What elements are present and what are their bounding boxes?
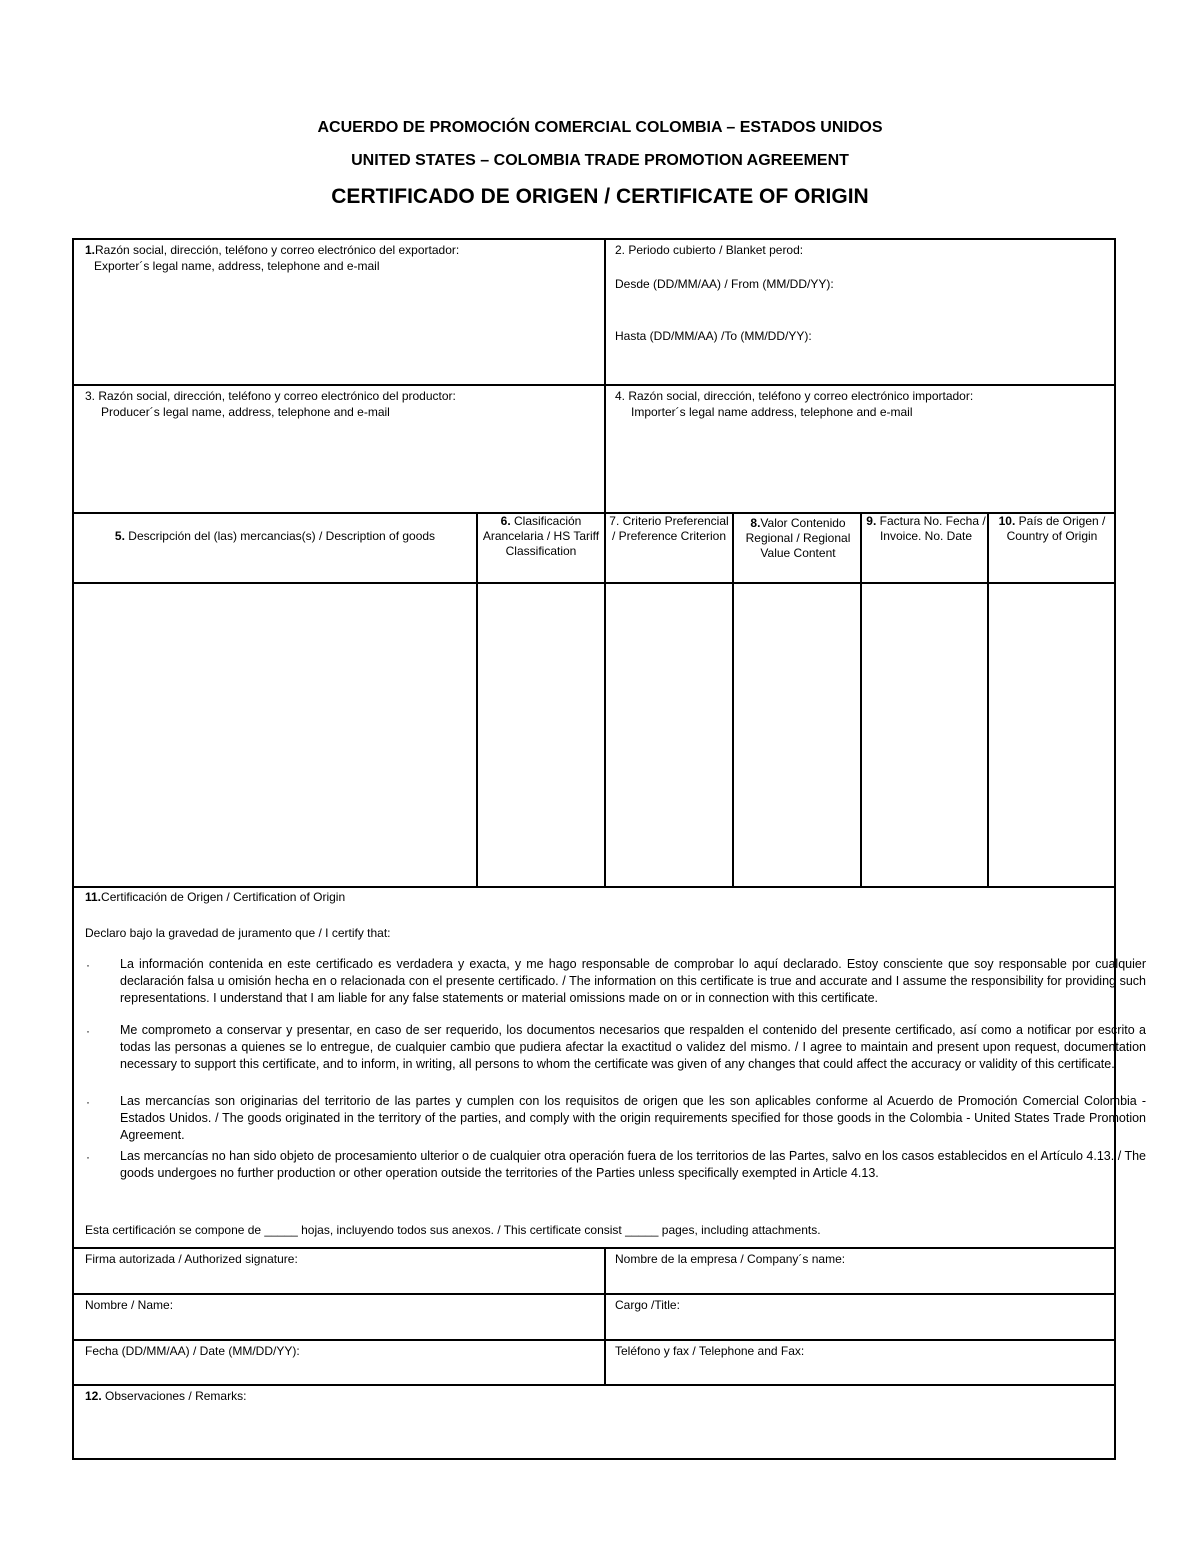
bullet-3: · [86,1095,90,1109]
divider-certification-bottom [74,1247,1114,1249]
col10-header: 10. País de Origen / Country of Origin [998,514,1106,543]
bullet-1: · [86,958,90,972]
agreement-title-en: UNITED STATES – COLOMBIA TRADE PROMOTION AGREEMENT [351,152,849,169]
divider-col9 [860,512,862,888]
box1-label-en: Exporter´s legal name, address, telephone and e-mail [94,259,380,273]
box3-label-es: 3. Razón social, dirección, teléfono y correo electrónico del productor: [85,389,456,403]
divider-signature-mid [604,1247,606,1386]
col7-header: 7. Criterio Preferencial / Preference Criterion [609,514,729,543]
certificate-form [72,238,1146,1460]
col6-header: 6. Clasificación Arancelaria / HS Tariff Classification [482,514,600,558]
box2-to-label: Hasta (DD/MM/AA) /To (MM/DD/YY): [615,329,812,343]
box4-label-en: Importer´s legal name address, telephone and e-mail [631,405,913,419]
declaration-item-4: Las mercancías no han sido objeto de procesamiento ulterior o de cualquier otra operación fuera de los territorios de las Partes, salvo en los casos establecidos en el Artículo 4.13. / The goods undergoes no further production or other operation outside the territories of the Parties unless specifically exempted in Article 4.13. [120,1149,1146,1180]
box2-label: 2. Periodo cubierto / Blanket perod: [615,243,804,257]
title-field[interactable]: Cargo /Title: [615,1298,680,1312]
col8-header: 8.Valor Contenido Regional / Regional Value Content [745,516,851,560]
divider-column-headers [74,582,1114,584]
pages-statement: Esta certificación se compone de _____ hojas, incluyendo todos sus anexos. / This certificate consist _____ pages, including attachments. [85,1223,821,1237]
col5-header: 5. Descripción del (las) mercancias(s) / Description of goods [114,529,436,543]
declaration-item-3: Las mercancías son originarias del territorio de las partes y cumplen con los requisitos de origen que les son aplicables conforme al Acuerdo de Promoción Comercial Colombia - Estados Unidos. / The goods originated in the territory of the parties, and comply with the origin requirements specified for those goods in the Colombia - United States Trade Promotion Agreement. [120,1094,1146,1142]
telephone-fax-field[interactable]: Teléfono y fax / Telephone and Fax: [615,1344,805,1358]
box11-declare: Declaro bajo la gravedad de juramento que / I certify that: [85,926,391,940]
divider-col8 [732,512,734,888]
box1-label-es: 1.Razón social, dirección, teléfono y correo electrónico del exportador: [85,243,460,257]
authorized-signature-field[interactable]: Firma autorizada / Authorized signature: [85,1252,298,1266]
divider-sig-row2 [74,1339,1114,1341]
bullet-2: · [86,1024,90,1038]
bullet-4: · [86,1150,90,1164]
divider-col7 [604,512,606,888]
box4-label-es: 4. Razón social, dirección, teléfono y correo electrónico importador: [615,389,974,403]
date-field[interactable]: Fecha (DD/MM/AA) / Date (MM/DD/YY): [85,1344,300,1358]
company-name-field[interactable]: Nombre de la empresa / Company´s name: [615,1252,846,1266]
box3-label-en: Producer´s legal name, address, telephone and e-mail [101,405,390,419]
divider-sig-row1 [74,1293,1114,1295]
divider-row1-bottom [74,384,1114,386]
divider-col6 [476,512,478,888]
declaration-item-2: Me comprometo a conservar y presentar, en caso de ser requerido, los documentos necesarios que respalden el contenido del presente certificado, así como a notificar por escrito a todas las personas a quienes se lo entregue, de cualquier cambio que pudiera afectar la exactitud o validez del mismo. / I agree to maintain and present upon request, documentation necessary to support this certificate, and to inform, in writing, all persons to whom the certificate was given of any changes that could affect the accuracy or validity of this certificate. [120,1023,1146,1071]
divider-sig-row3 [74,1384,1114,1386]
box2-from-label: Desde (DD/MM/AA) / From (MM/DD/YY): [615,277,834,291]
box11-title: 11.Certificación de Origen / Certification of Origin [85,890,346,904]
divider-row1-mid [604,240,606,512]
name-field[interactable]: Nombre / Name: [85,1298,174,1312]
remarks-field[interactable]: 12. Observaciones / Remarks: [85,1389,247,1403]
agreement-title-es: ACUERDO DE PROMOCIÓN COMERCIAL COLOMBIA – ESTADOS UNIDOS [317,119,883,136]
declaration-item-1: La información contenida en este certificado es verdadera y exacta, y me hago responsable de comprobar lo aquí declarado. Estoy consciente que soy responsable por cualquier declaración falsa u omisión hecha en o relacionada con el presente certificado. / The information on this certificate is true and accurate and I assume the responsibility for providing such representations. I understand that I am liable for any false statements or material omissions made on or in connection with this certificate. [120,957,1146,1005]
divider-goods-bottom [74,886,1114,888]
col9-header: 9. Factura No. Fecha / Invoice. No. Date [866,514,986,543]
document-title: CERTIFICADO DE ORIGEN / CERTIFICATE OF ORIGIN [331,185,869,208]
divider-col10 [987,512,989,888]
